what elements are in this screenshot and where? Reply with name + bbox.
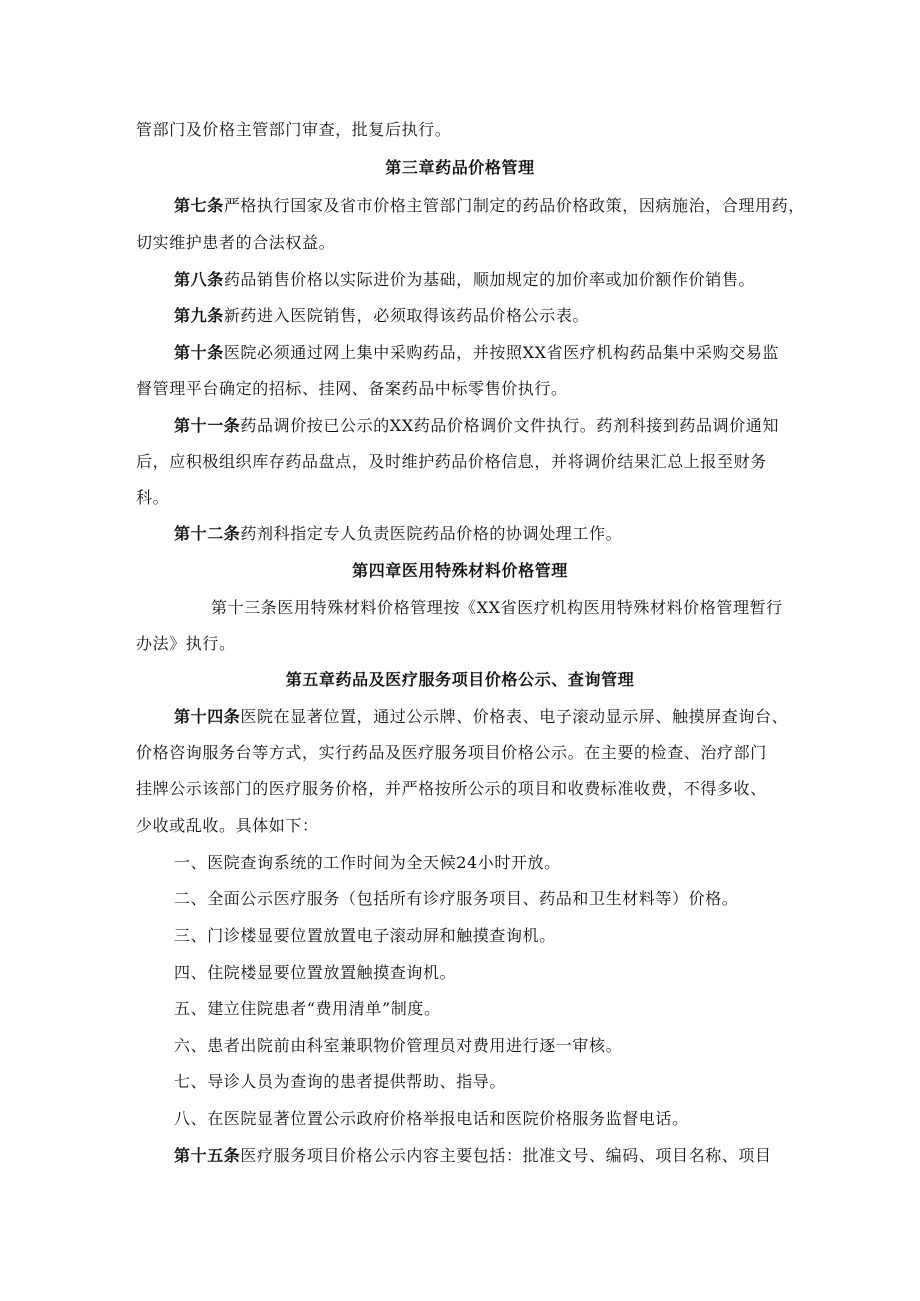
text-line: 药品调价按已公示的XX药品价格调价文件执行。药剂科接到药品调价通知 bbox=[240, 416, 779, 435]
list-item: 六、患者出院前由科室兼职物价管理员对费用进行逐一审核。 bbox=[174, 1036, 623, 1055]
text-line: 药品销售价格以实际进价为基础，顺加规定的加价率或加价额作价销售。 bbox=[223, 270, 756, 289]
article-8 bbox=[174, 269, 755, 291]
text-line: 少收或乱收。具体如下： bbox=[136, 816, 319, 835]
text-line: 切实维护患者的合法权益。 bbox=[136, 233, 336, 252]
text-line: 严格执行国家及省市价格主管部门制定的药品价格政策，因病施治，合理用药， bbox=[223, 196, 805, 215]
text-line: 督管理平台确定的招标、挂网、备案药品中标零售价执行。 bbox=[136, 379, 568, 398]
article-9-label: 第九条 bbox=[174, 306, 224, 325]
chapter-3-heading: 第三章药品价格管理 bbox=[385, 158, 535, 177]
text-line: 科。 bbox=[136, 488, 170, 507]
list-item: 三、门诊楼显要位置放置电子滚动屏和触摸查询机。 bbox=[174, 926, 556, 945]
list-item: 二、全面公示医疗服务（包括所有诊疗服务项目、药品和卫生材料等）价格。 bbox=[174, 889, 739, 908]
chapter-5-heading: 第五章药品及医疗服务项目价格公示、查询管理 bbox=[285, 670, 635, 689]
text-line: 价格咨询服务台等方式，实行药品及医疗服务项目价格公示。在主要的检查、治疗部门 bbox=[136, 743, 767, 762]
text-line: 管部门及价格主管部门审查，批复后执行。 bbox=[136, 120, 452, 139]
article-9 bbox=[174, 305, 589, 327]
text-line: 药剂科指定专人负责医院药品价格的协调处理工作。 bbox=[240, 524, 623, 543]
list-item: 四、住院楼显要位置放置触摸查询机。 bbox=[174, 963, 457, 982]
article-15-label: 第十五条 bbox=[174, 1146, 241, 1165]
list-item: 一、医院查询系统的工作时间为全天候24小时开放。 bbox=[174, 853, 561, 872]
list-item: 七、导诊人员为查询的患者提供帮助、指导。 bbox=[174, 1072, 507, 1091]
list-item: 五、建立住院患者“费用清单”制度。 bbox=[174, 999, 441, 1018]
article-13: 第十三条医用特殊材料价格管理按《XX省医疗机构医用特殊材料价格管理暂行 bbox=[211, 598, 783, 617]
article-14 bbox=[174, 706, 788, 728]
text-line: 办法》执行。 bbox=[136, 634, 236, 653]
article-10 bbox=[174, 342, 779, 364]
text-line: 挂牌公示该部门的医疗服务价格，并严格按所公示的项目和收费标准收费，不得多收、 bbox=[136, 779, 767, 798]
text-line: 医院必须通过网上集中采购药品，并按照XX省医疗机构药品集中采购交易监 bbox=[223, 343, 779, 362]
article-7 bbox=[174, 195, 805, 217]
text-line: 后，应积极组织库存药品盘点，及时维护药品价格信息，并将调价结果汇总上报至财务 bbox=[136, 452, 767, 471]
list-item: 八、在医院显著位置公示政府价格举报电话和医院价格服务监督电话。 bbox=[174, 1109, 689, 1128]
text-line: 新药进入医院销售，必须取得该药品价格公示表。 bbox=[223, 306, 590, 325]
text-line: 医疗服务项目价格公示内容主要包括：批准文号、编码、项目名称、项目 bbox=[240, 1146, 772, 1165]
article-15 bbox=[174, 1145, 772, 1167]
text-line: 医院在显著位置，通过公示牌、价格表、电子滚动显示屏、触摸屏查询台、 bbox=[240, 707, 789, 726]
article-10-label: 第十条 bbox=[174, 343, 224, 362]
article-8-label: 第八条 bbox=[174, 270, 224, 289]
article-12 bbox=[174, 523, 622, 545]
article-11-label: 第十一条 bbox=[174, 416, 241, 435]
article-12-label: 第十二条 bbox=[174, 524, 241, 543]
chapter-4-heading: 第四章医用特殊材料价格管理 bbox=[352, 561, 568, 580]
article-11 bbox=[174, 415, 779, 437]
article-7-label: 第七条 bbox=[174, 196, 224, 215]
article-14-label: 第十四条 bbox=[174, 707, 241, 726]
